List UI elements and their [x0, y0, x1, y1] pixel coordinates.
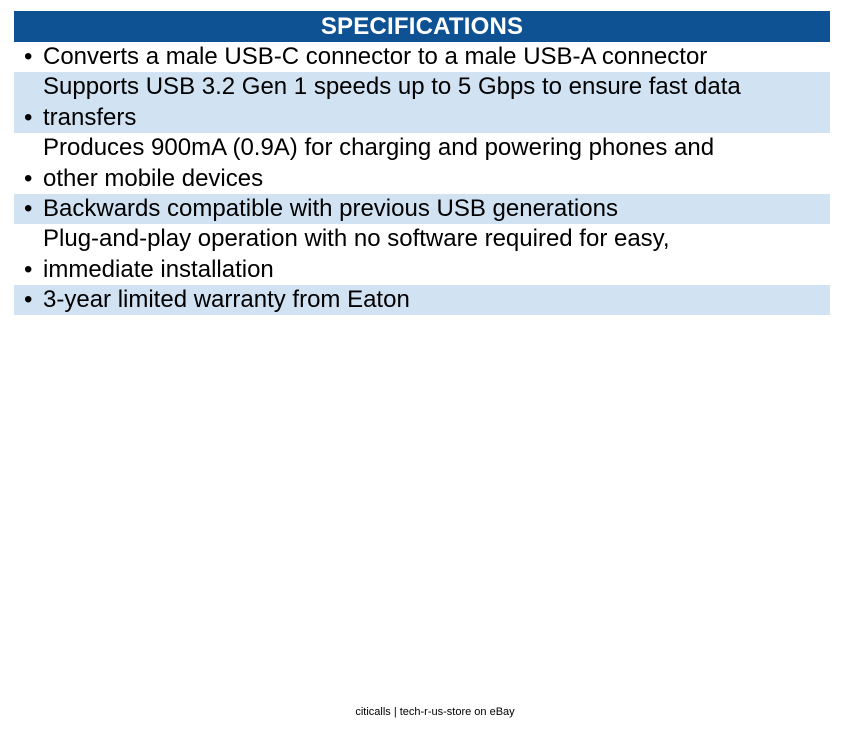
spec-text — [43, 42, 823, 72]
spec-line-1: Supports USB 3.2 Gen 1 speeds up to 5 Gbps to ensure fast data — [43, 73, 741, 100]
spec-line-1: Plug-and-play operation with no software required for easy, — [43, 225, 670, 252]
spec-line-2: other mobile devices — [43, 164, 264, 192]
bullet: • — [24, 286, 33, 313]
spec-row-3 — [14, 133, 830, 194]
spec-row-4 — [14, 194, 830, 224]
spec-text — [43, 194, 823, 224]
bullet: • — [24, 165, 33, 192]
spec-line-1: Converts a male USB-C connector to a male USB-A connector — [43, 43, 708, 70]
spec-text — [43, 133, 823, 194]
footer-credit: citicalls | tech-r-us-store on eBay — [355, 706, 515, 718]
spec-row-2 — [14, 72, 830, 133]
spec-line-2: transfers — [43, 103, 137, 131]
bullet: • — [24, 256, 33, 283]
spec-line-1: Produces 900mA (0.9A) for charging and powering phones and — [43, 134, 715, 161]
specifications-table — [14, 11, 830, 315]
spec-row-5 — [14, 224, 830, 285]
bullet: • — [24, 195, 33, 222]
spec-text — [43, 72, 823, 133]
bullet: • — [24, 43, 33, 70]
spec-line-1: 3-year limited warranty from Eaton — [43, 286, 410, 313]
spec-line-1: Backwards compatible with previous USB generations — [43, 195, 618, 222]
spec-text — [43, 285, 823, 315]
bullet: • — [24, 104, 33, 131]
spec-row-1 — [14, 42, 830, 72]
spec-line-2: immediate installation — [43, 255, 274, 283]
spec-row-6 — [14, 285, 830, 315]
specifications-header: SPECIFICATIONS — [14, 11, 830, 42]
spec-text — [43, 224, 823, 285]
